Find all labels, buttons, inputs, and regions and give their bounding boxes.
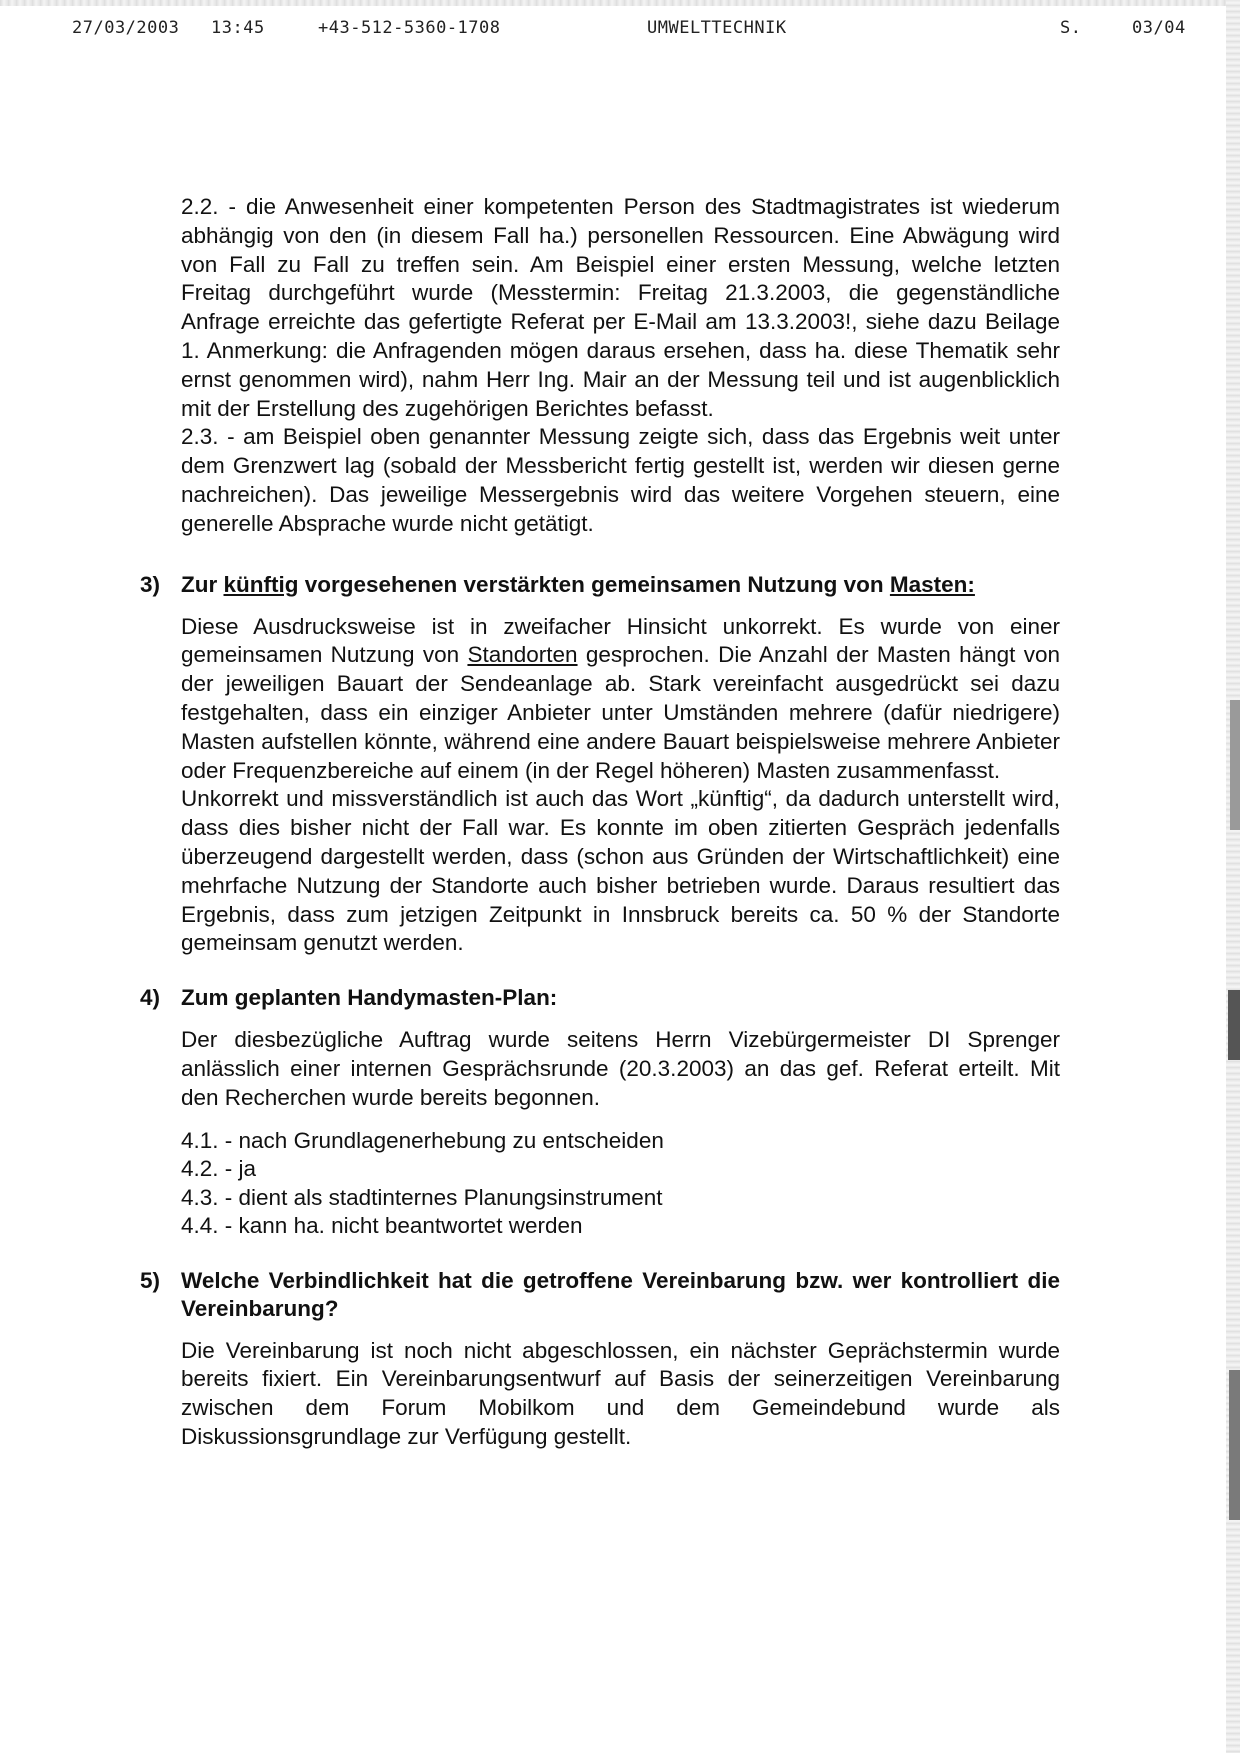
section-5-heading <box>140 1267 1060 1323</box>
section-4-heading <box>140 984 1060 1012</box>
section-number: 3) <box>140 571 161 597</box>
fax-header <box>0 18 1240 44</box>
scan-top-edge <box>0 0 1240 6</box>
section-5-body <box>140 1337 1060 1452</box>
fax-page-prefix: S. <box>1060 18 1082 38</box>
section-4-paragraph-1: Der diesbezügliche Auftrag wurde seitens Herrn Vizebürgermeister DI Sprenger anlässlich einer internen Gesprächsrunde (20.3.2003) an das gef. Referat erteilt. Mit den Recherchen wurde bereits begonnen. <box>181 1027 1060 1110</box>
text-run: gesprochen. Die Anzahl der Masten hängt von der jeweiligen Bauart der Sendeanlage ab. Stark vereinfacht ausgedrückt sei dazu festgehalten, dass ein einziger Anbieter unter Umständen mehrere (dafür niedrigere) Masten aufstellen könnte, während eine andere Bauart beispielsweise mehrere Anbieter oder Frequenzbereiche auf einem (in der Regel höheren) Masten zusammenfasst. <box>181 642 1060 783</box>
section-heading-text: Welche Verbindlichkeit hat die getroffene Vereinbarung bzw. wer kontrolliert die Vereinbarung? <box>181 1267 1060 1321</box>
list-item: 4.4. - kann ha. nicht beantwortet werden <box>181 1213 583 1239</box>
fax-page-number: 03/04 <box>1132 18 1186 38</box>
section-number: 4) <box>140 985 161 1011</box>
underlined-word: Standorten <box>467 642 578 668</box>
list-item: 4.1. - nach Grundlagenerhebung zu entscheiden <box>181 1127 664 1153</box>
section-3-heading <box>140 571 1060 599</box>
text-run: Diese Ausdrucksweise ist in zweifacher Hinsicht unkorrekt. Es wurde von einer gemeinsamen Nutzung von <box>181 613 1060 668</box>
paragraph-2-2: 2.2. - die Anwesenheit einer kompetenten Person des Stadtmagistrates ist wiederum abhängig von den (in diesem Fall ha.) personellen Ressourcen. Eine Abwägung wird von Fall zu Fall zu treffen sein. Am Beispiel einer ersten Messung, welche letzten Freitag durchgeführt wurde (Messtermin: Freitag 21.3.2003, die gegenständliche Anfrage erreichte das gefertigte Referat per E-Mail am 13.3.2003!, siehe dazu Beilage 1. Anmerkung: die Anfragenden mögen daraus ersehen, dass ha. diese Thematik sehr ernst genommen wird), nahm Herr Ing. Mair an der Messung teil und ist augenblicklich mit der Erstellung des zugehörigen Berichtes befasst. <box>181 194 1060 421</box>
scan-artifact <box>1230 700 1240 830</box>
heading-part: vorgesehenen verstärkten gemeinsamen Nutzung von <box>298 571 890 597</box>
section-3-paragraph-1 <box>181 613 1060 786</box>
scan-artifact <box>1228 990 1240 1060</box>
scan-right-edge <box>1226 0 1240 1753</box>
section-4 <box>140 984 1060 1240</box>
section-3 <box>140 571 1060 959</box>
section-3-paragraph-2: Unkorrekt und missverständlich ist auch das Wort „künftig“, da dadurch unterstellt wird, dass dies bisher nicht der Fall war. Es konnte im oben zitierten Gespräch jedenfalls überzeugend dargestellt werden, dass (schon aus Gründen der Wirtschaftlichkeit) eine mehrfache Nutzung der Standorte auch bisher betrieben wurde. Daraus resultiert das Ergebnis, dass zum jetzigen Zeitpunkt in Innsbruck bereits ca. 50 % der Standorte gemeinsam genutzt werden. <box>181 786 1060 956</box>
heading-underlined-word: künftig <box>223 571 299 597</box>
fax-date: 27/03/2003 <box>72 18 180 38</box>
fax-time: 13:45 <box>211 18 265 38</box>
section-3-body <box>140 613 1060 959</box>
fax-department: UMWELTTECHNIK <box>647 18 787 38</box>
document-body <box>140 193 1060 1452</box>
heading-underlined-word: Masten: <box>889 571 975 597</box>
paragraph-2-3: 2.3. - am Beispiel oben genannter Messung zeigte sich, dass das Ergebnis weit unter dem Grenzwert lag (sobald der Messbericht fertig gestellt ist, werden wir diesen gerne nachreichen). Das jeweilige Messergebnis wird das weitere Vorgehen steuern, eine generelle Absprache wurde nicht getätigt. <box>181 424 1060 536</box>
section-5-paragraph-1: Die Vereinbarung ist noch nicht abgeschlossen, ein nächster Geprächstermin wurde bereits fixiert. Ein Vereinbarungsentwurf auf Basis der seinerzeitigen Vereinbarung zwischen dem Forum Mobilkom und dem Gemeindebund wurde als Diskussionsgrundlage zur Verfügung gestellt. <box>181 1337 1060 1449</box>
list-item: 4.2. - ja <box>181 1156 257 1182</box>
section-5 <box>140 1267 1060 1452</box>
section-heading-text <box>181 571 1060 599</box>
section-heading-text: Zum geplanten Handymasten-Plan: <box>181 985 558 1011</box>
section-number: 5) <box>140 1267 161 1293</box>
answer-list <box>181 1127 1060 1241</box>
scan-artifact <box>1229 1370 1240 1520</box>
fax-phone: +43-512-5360-1708 <box>318 18 501 38</box>
heading-part: Zur <box>181 571 224 597</box>
section-4-body <box>140 1026 1060 1240</box>
list-item: 4.3. - dient als stadtinternes Planungsinstrument <box>181 1184 663 1210</box>
